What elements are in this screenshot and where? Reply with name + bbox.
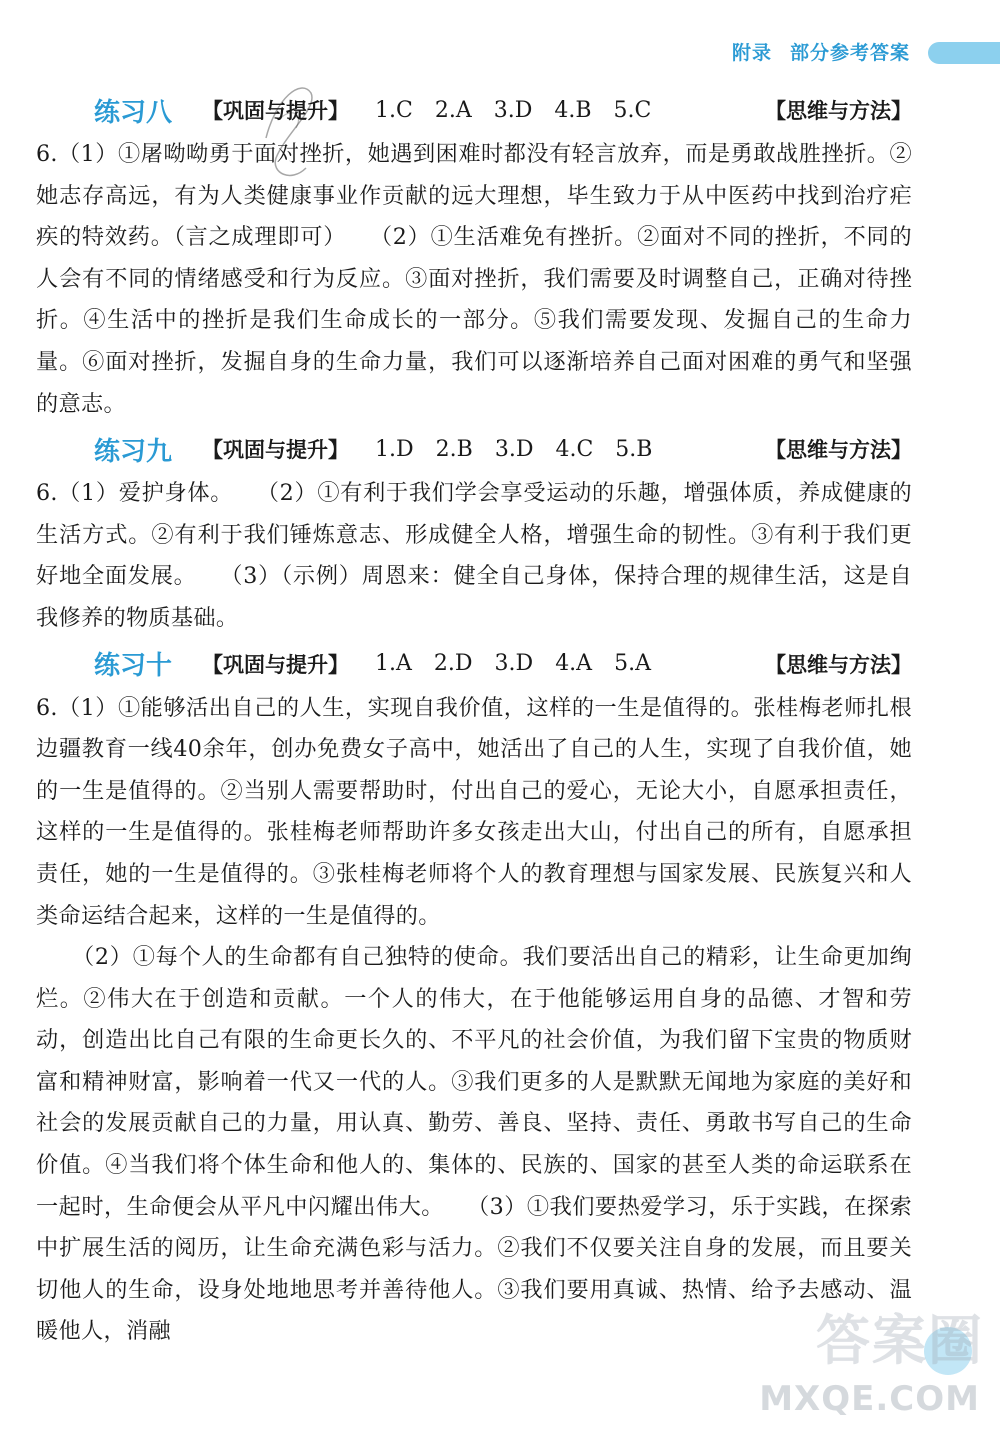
thinking-method-tag: 【思维与方法】 [765,652,912,677]
answer-3: 3.D [494,651,534,677]
section-title: 练习十 [94,651,173,682]
answer-5: 5.A [614,651,651,677]
answer-4: 4.A [555,651,593,677]
section-exercise-10 [36,640,912,1354]
answer-3: 3.D [493,97,533,123]
answer-5: 5.B [615,436,653,462]
page-edge-tab [928,42,1000,64]
consolidate-tag: 【巩固与提升】 [202,652,350,677]
consolidate-tag: 【巩固与提升】 [202,438,350,463]
answer-paragraph: 6.（1）爱护身体。 （2）①有利于我们学会享受运动的乐趣，增强体质，养成健康的生活方式。②有利于我们锤炼意志、形成健全人格，增强生命的韧性。③有利于我们更好地全面发展。 （3）（示例）周恩来：健全自己身体，保持合理的规律生活，这是自我修养的物质基础。 [36,480,912,631]
answer-4: 4.B [554,97,592,123]
watermark-url: MXQE.COM [759,1379,980,1419]
thinking-method-tag: 【思维与方法】 [765,99,912,123]
header-appendix: 附录 [731,42,772,64]
section-header [36,640,912,688]
answer-paragraph: 6.（1）①能够活出自己的人生，实现自我价值，这样的一生是值得的。张桂梅老师扎根边疆教育一线40余年，创办免费女子高中，她活出了自己的人生，实现了自我价值，她的一生是值得的。②当别人需要帮助时，付出自己的爱心，无论大小，自愿承担责任，这样的一生是值得的。张桂梅老师帮助许多女孩走出大山，付出自己的所有，自愿承担责任，她的一生是值得的。③张桂梅老师将个人的教育理想与国家发展、民族复兴和人类命运结合起来，这样的一生是值得的。 [36,694,912,929]
section-header [36,425,912,473]
section-title: 练习八 [94,97,173,128]
answer-1: 1.A [375,651,412,677]
site-watermark [759,1309,994,1425]
section-exercise-9 [36,425,912,639]
answer-4: 4.C [555,436,594,462]
running-header [732,38,910,65]
section-exercise-8 [36,86,912,425]
consolidate-tag: 【巩固与提升】 [202,99,350,123]
thinking-method-tag: 【思维与方法】 [765,438,912,463]
answer-paragraph: 6.（1）①屠呦呦勇于面对挫折，她遇到困难时都没有轻言放弃，而是勇敢战胜挫折。②她志存高远，有为人类健康事业作贡献的远大理想，毕生致力于从中医药中找到治疗疟疾的特效药。（言之成理即可） （2）①生活难免有挫折。②面对不同的挫折，不同的人会有不同的情绪感受和行为反应。③面对挫折，我们需要及时调整自己，正确对待挫折。④生活中的挫折是我们生命成长的一部分。⑤我们需要发现、发掘自己的生命力量。⑥面对挫折，发掘自身的生命力量，我们可以逐渐培养自己面对困难的勇气和坚强的意志。 [36,141,912,417]
answer-5: 5.C [613,97,652,123]
answer-paragraph: （2）①每个人的生命都有自己独特的使命。我们要活出自己的精彩，让生命更加绚烂。②伟大在于创造和贡献。一个人的伟大，在于他能够运用自身的品德、才智和劳动，创造出比自己有限的生命更长久的、不平凡的社会价值，为我们留下宝贵的物质财富和精神财富，影响着一代又一代的人。③我们更多的人是默默无闻地为家庭的美好和社会的发展贡献自己的力量，用认真、勤劳、善良、坚持、责任、勇敢书写自己的生命价值。④当我们将个体生命和他人的、集体的、民族的、国家的甚至人类的命运联系在一起时，生命便会从平凡中闪耀出伟大。 （3）①我们要热爱学习，乐于实践，在探索中扩展生活的阅历，让生命充满色彩与活力。②我们不仅要关注自身的发展，而且要关切他人的生命，设身处地地思考并善待他人。③我们要用真诚、热情、给予去感动、温暖他人，消融 [36,944,912,1345]
answer-2: 2.B [435,436,473,462]
answer-content [36,86,912,1353]
header-answers-title: 部分参考答案 [789,42,910,64]
answer-2: 2.A [434,97,472,123]
answer-2: 2.D [433,651,473,677]
answer-3: 3.D [494,436,534,462]
answer-1: 1.C [375,97,413,123]
section-header [36,86,912,134]
answer-1: 1.D [375,436,414,462]
watermark-text: 答案圈 [816,1309,984,1372]
section-title: 练习九 [94,436,173,467]
